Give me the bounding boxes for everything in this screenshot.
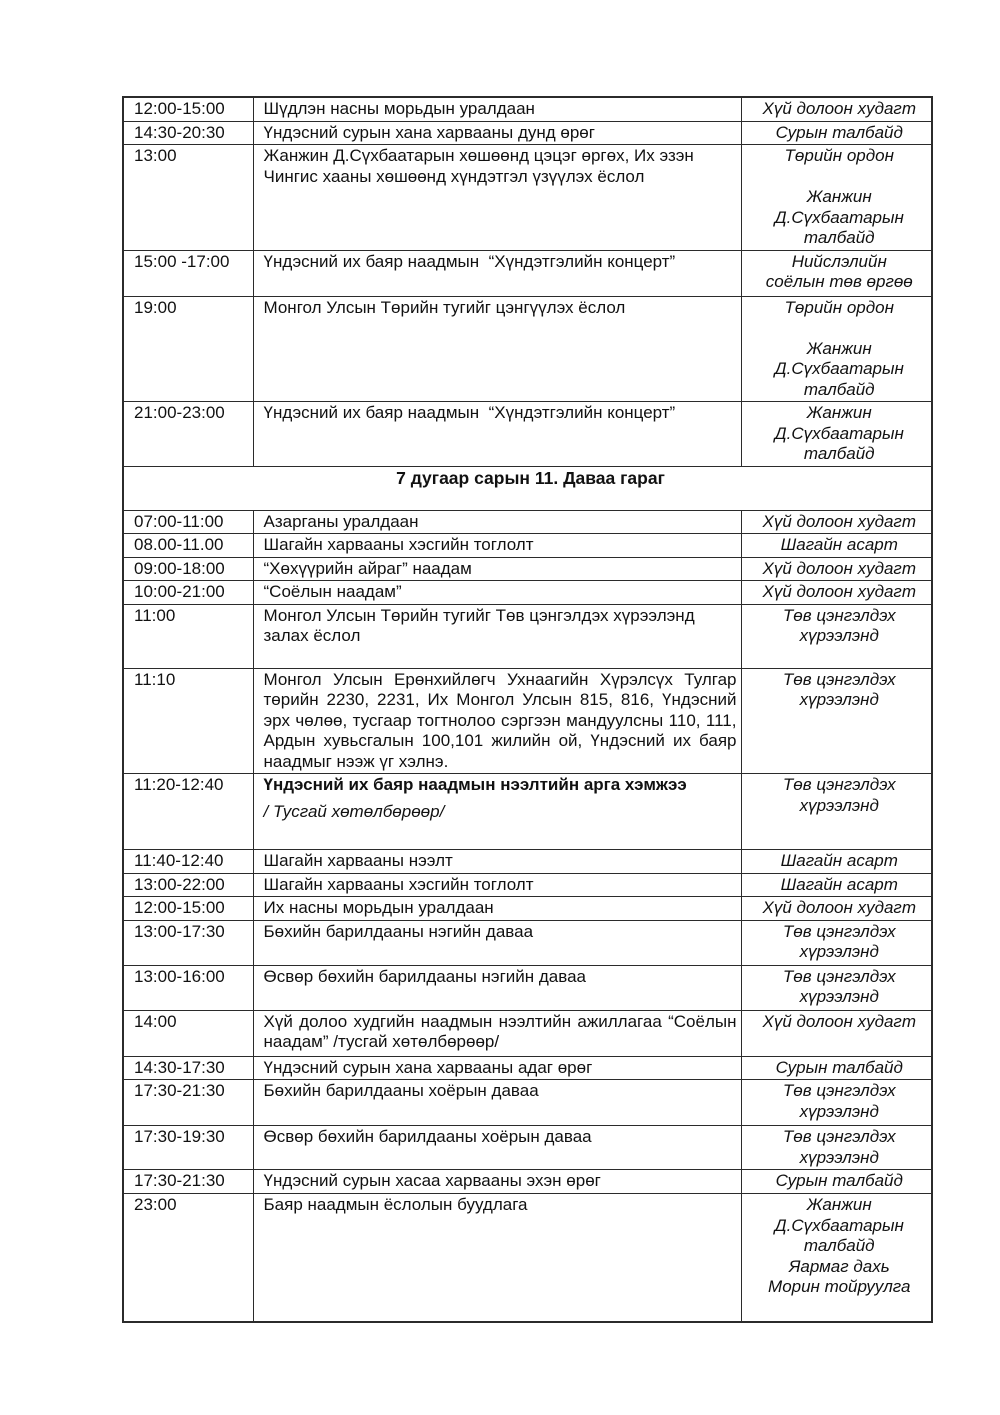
location-text: Төв цэнгэлдэх — [782, 921, 896, 941]
table-row — [123, 1010, 932, 1056]
table-row — [123, 873, 932, 897]
event-cell — [253, 850, 741, 874]
location-text: Яармаг дахь — [788, 1256, 890, 1276]
event-text: Баяр наадмын ёслолын буудлага — [263, 1195, 528, 1214]
location-text: Хүй долоон худагт — [762, 558, 916, 578]
location-cell — [741, 296, 932, 402]
time-cell: 15:00 -17:00 — [123, 250, 253, 296]
event-text: Үндэсний сурын хасаа харвааны эхэн өрөг — [263, 1171, 601, 1190]
table-row — [123, 534, 932, 558]
event-text: Азарганы уралдаан — [263, 511, 419, 531]
location-text: Төв цэнгэлдэх — [782, 669, 896, 689]
location-cell — [741, 965, 932, 1010]
event-text: Жанжин Д.Сүхбаатарын хөшөөнд цэцэг өргөх, Их эзэн Чингис хааны хөшөөнд хүндэтгэл үзүүлэх ёслол — [263, 146, 694, 186]
time-cell: 11:40-12:40 — [123, 850, 253, 874]
time-cell: 13:00-22:00 — [123, 873, 253, 897]
event-text: Их насны морьдын уралдаан — [263, 898, 494, 917]
event-text: Бөхийн барилдааны нэгийн даваа — [263, 921, 534, 941]
time-cell: 12:00-15:00 — [123, 897, 253, 921]
location-text: талбайд — [803, 379, 875, 399]
time-cell: 23:00 — [123, 1194, 253, 1322]
time-cell: 14:30-17:30 — [123, 1056, 253, 1080]
day-header: 7 дугаар сарын 11. Даваа гараг — [123, 466, 932, 510]
table-row — [123, 965, 932, 1010]
event-text: Шагайн харвааны хэсгийн тоглолт — [263, 874, 534, 894]
time-cell: 19:00 — [123, 296, 253, 402]
event-text: Үндэсний их баяр наадмын нээлтийн арга хэмжээ — [263, 775, 687, 794]
location-text: Хүй долоон худагт — [762, 99, 916, 118]
event-text: Хүй долоо худгийн наадмын нээлтийн ажиллагаа “Соёлын наадам” /тусгай хөтөлбөрөөр/ — [263, 1011, 737, 1051]
location-text: хүрээлэнд — [799, 1101, 879, 1121]
event-text: Шагайн харвааны хэсгийн тоглолт — [263, 535, 534, 554]
event-text: Үндэсний сурын хана харвааны дунд өрөг — [263, 122, 595, 142]
location-text: Шагайн асарт — [780, 535, 898, 554]
location-text: Төв цэнгэлдэх — [782, 605, 896, 625]
location-text: Шагайн асарт — [780, 874, 898, 894]
event-cell — [253, 604, 741, 668]
event-cell — [253, 296, 741, 402]
location-text: Жанжин — [806, 403, 872, 422]
location-text: Сурын талбайд — [775, 1171, 903, 1190]
location-text: Жанжин — [806, 1195, 872, 1214]
event-text: “Соёлын наадам” — [263, 582, 402, 601]
event-cell — [253, 920, 741, 965]
event-cell — [253, 1056, 741, 1080]
location-text: Төв цэнгэлдэх — [782, 775, 896, 794]
table-row — [123, 145, 932, 251]
location-text: соёлын төв өргөө — [765, 272, 913, 291]
table-row — [123, 774, 932, 850]
time-cell: 14:30-20:30 — [123, 121, 253, 145]
event-cell — [253, 534, 741, 558]
event-text: Шагайн харвааны нээлт — [263, 851, 453, 870]
location-text: хүрээлэнд — [799, 987, 879, 1006]
location-cell — [741, 873, 932, 897]
event-text: / Тусгай хөтөлбөрөөр/ — [263, 801, 445, 821]
table-row — [123, 1170, 932, 1194]
location-text: Төрийн ордон — [784, 297, 894, 317]
event-cell — [253, 250, 741, 296]
event-cell — [253, 1010, 741, 1056]
location-text: Төв цэнгэлдэх — [782, 1127, 896, 1146]
table-row — [123, 897, 932, 921]
location-text: Хүй долоон худагт — [762, 1011, 916, 1031]
event-text: Монгол Улсын Ерөнхийлөгч Ухнаагийн Хүрэлсүх Тулгар төрийн 2230, 2231, Их Монгол Улсын 815, 816, Үндэсний эрх чөлөө, тусгаар тогтнолоо сэргээн мандуулсны 110, 111, Ардын хувьсгалын 100,101 жилийн ой, Үндэсний их баяр наадмыг нээж үг хэлнэ. — [263, 669, 737, 771]
location-text: хүрээлэнд — [799, 626, 879, 645]
time-cell: 14:00 — [123, 1010, 253, 1056]
location-text: Д.Сүхбаатарын — [774, 423, 904, 443]
location-text: Төрийн ордон — [784, 146, 894, 165]
event-cell — [253, 668, 741, 774]
event-cell — [253, 965, 741, 1010]
event-text: Үндэсний их баяр наадмын “Хүндэтгэлийн концерт” — [263, 403, 676, 422]
table-row — [123, 557, 932, 581]
table-row — [123, 920, 932, 965]
time-cell: 17:30-21:30 — [123, 1080, 253, 1126]
event-text: “Хөхүүрийн айраг” наадам — [263, 558, 472, 578]
location-text: талбайд — [803, 444, 875, 463]
time-cell: 13:00-16:00 — [123, 965, 253, 1010]
location-text: Сурын талбайд — [775, 1057, 903, 1077]
time-cell: 10:00-21:00 — [123, 581, 253, 605]
location-cell — [741, 897, 932, 921]
location-cell — [741, 1080, 932, 1126]
event-cell — [253, 121, 741, 145]
location-cell — [741, 557, 932, 581]
table-row — [123, 1056, 932, 1080]
location-text: Жанжин — [806, 338, 872, 358]
location-cell — [741, 510, 932, 534]
event-cell — [253, 873, 741, 897]
location-text: хүрээлэнд — [799, 1147, 879, 1167]
schedule-table-body — [123, 97, 932, 1322]
table-row — [123, 604, 932, 668]
location-cell — [741, 121, 932, 145]
time-cell: 09:00-18:00 — [123, 557, 253, 581]
event-cell — [253, 1080, 741, 1126]
table-row — [123, 1080, 932, 1126]
location-cell — [741, 774, 932, 850]
location-text: Д.Сүхбаатарын — [774, 207, 904, 227]
location-text: талбайд — [803, 1236, 875, 1255]
time-cell: 11:00 — [123, 604, 253, 668]
table-row — [123, 402, 932, 467]
location-text: хүрээлэнд — [799, 942, 879, 961]
location-cell — [741, 850, 932, 874]
location-cell — [741, 1170, 932, 1194]
table-row — [123, 510, 932, 534]
event-cell — [253, 581, 741, 605]
location-text — [752, 167, 928, 188]
time-cell: 17:30-19:30 — [123, 1126, 253, 1170]
location-text: Төв цэнгэлдэх — [782, 1081, 896, 1100]
table-row — [123, 1126, 932, 1170]
event-text: Монгол Улсын Төрийн тугийг цэнгүүлэх ёслол — [263, 297, 626, 317]
location-cell — [741, 1010, 932, 1056]
location-cell — [741, 581, 932, 605]
location-cell — [741, 97, 932, 121]
location-cell — [741, 1126, 932, 1170]
location-text: Хүй долоон худагт — [762, 582, 916, 601]
time-cell: 11:20-12:40 — [123, 774, 253, 850]
day-header-row — [123, 466, 932, 510]
schedule-table — [122, 96, 933, 1323]
event-cell — [253, 1194, 741, 1322]
location-cell — [741, 145, 932, 251]
table-row — [123, 668, 932, 774]
location-cell — [741, 668, 932, 774]
event-text: Бөхийн барилдааны хоёрын даваа — [263, 1081, 539, 1100]
location-text: хүрээлэнд — [799, 690, 879, 709]
location-cell — [741, 534, 932, 558]
location-text: Хүй долоон худагт — [762, 511, 916, 531]
table-row — [123, 296, 932, 402]
table-row — [123, 850, 932, 874]
event-cell — [253, 897, 741, 921]
time-cell: 07:00-11:00 — [123, 510, 253, 534]
location-text: хүрээлэнд — [799, 795, 879, 815]
table-row — [123, 121, 932, 145]
location-text: Шагайн асарт — [780, 851, 898, 870]
event-text: Шүдлэн насны морьдын уралдаан — [263, 99, 535, 118]
time-cell: 12:00-15:00 — [123, 97, 253, 121]
location-text: Нийслэлийн — [791, 251, 887, 271]
time-cell: 17:30-21:30 — [123, 1170, 253, 1194]
event-cell — [253, 402, 741, 467]
table-row — [123, 97, 932, 121]
table-row — [123, 581, 932, 605]
event-text: Өсвөр бөхийн барилдааны нэгийн даваа — [263, 966, 587, 986]
location-text: Төв цэнгэлдэх — [782, 966, 896, 986]
event-text: Өсвөр бөхийн барилдааны хоёрын даваа — [263, 1127, 592, 1146]
location-text: Сурын талбайд — [775, 122, 903, 142]
event-cell — [253, 1126, 741, 1170]
time-cell: 13:00 — [123, 145, 253, 251]
location-text: Жанжин — [806, 187, 872, 206]
event-text: Үндэсний сурын хана харвааны адаг өрөг — [263, 1057, 593, 1077]
event-cell — [253, 557, 741, 581]
table-row — [123, 1194, 932, 1322]
event-cell — [253, 145, 741, 251]
location-cell — [741, 402, 932, 467]
location-text: Морин тойруулга — [768, 1277, 911, 1296]
event-cell — [253, 510, 741, 534]
event-text: Үндэсний их баяр наадмын “Хүндэтгэлийн концерт” — [263, 251, 676, 271]
time-cell: 08.00-11.00 — [123, 534, 253, 558]
location-text: талбайд — [803, 228, 875, 247]
location-cell — [741, 920, 932, 965]
event-cell — [253, 97, 741, 121]
location-cell — [741, 1056, 932, 1080]
location-text: Д.Сүхбаатарын — [774, 359, 904, 378]
event-cell — [253, 1170, 741, 1194]
time-cell: 13:00-17:30 — [123, 920, 253, 965]
event-cell — [253, 774, 741, 850]
location-text: Д.Сүхбаатарын — [774, 1215, 904, 1235]
location-cell — [741, 1194, 932, 1322]
location-cell — [741, 250, 932, 296]
location-text: Хүй долоон худагт — [762, 898, 916, 917]
event-text: Монгол Улсын Төрийн тугийг Төв цэнгэлдэх хүрээлэнд залах ёслол — [263, 605, 695, 645]
time-cell: 11:10 — [123, 668, 253, 774]
location-cell — [741, 604, 932, 668]
time-cell: 21:00-23:00 — [123, 402, 253, 467]
location-text — [752, 318, 928, 339]
table-row — [123, 250, 932, 296]
